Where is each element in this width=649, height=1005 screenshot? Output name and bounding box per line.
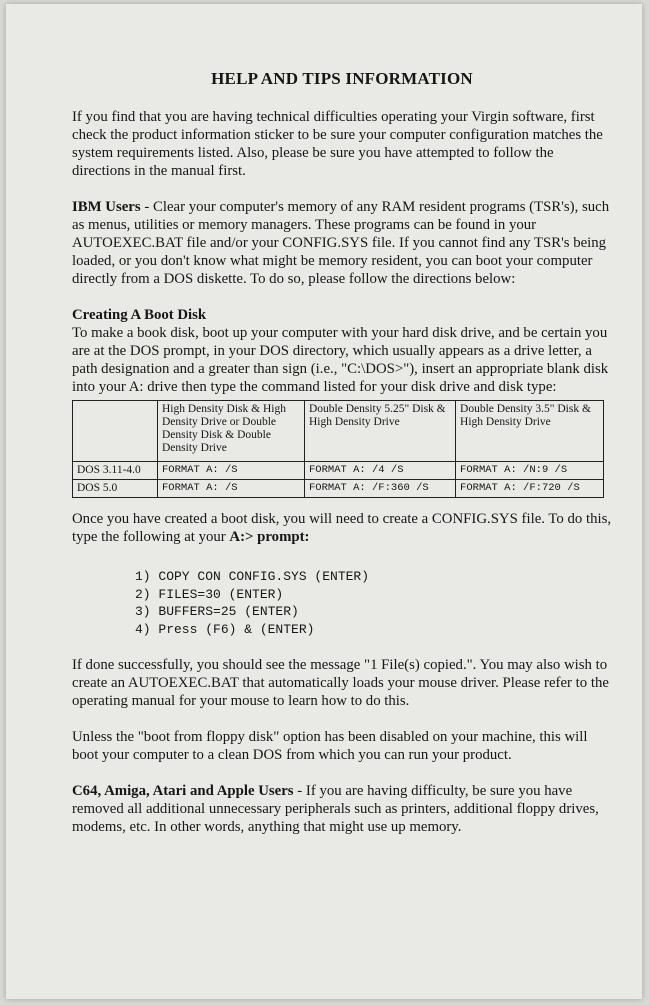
table-header-cell xyxy=(73,401,158,462)
table-row xyxy=(73,480,604,498)
boot-disk-text: To make a book disk, boot up your computer with your hard disk drive, and be certain you are at the DOS prompt, in your DOS directory, which usually appears as a drive letter, a path designation and a greater than sign (i.e., "C:\DOS>"), insert an appropriate blank disk into your A: drive then type the command listed for your disk drive and disk type: xyxy=(72,325,609,395)
table-cell-dos-version: DOS 5.0 xyxy=(73,480,158,498)
config-sys-text: Once you have created a boot disk, you will need to create a CONFIG.SYS file. To do this, type the following at your xyxy=(72,511,612,545)
page-content xyxy=(72,70,612,854)
ibm-users-text: - Clear your computer's memory of any RAM resident programs (TSR's), such as menus, utilities or memory managers. These programs can be found in your AUTOEXEC.BAT file and/or your CONFIG.SYS file. If you cannot find any TSR's being loaded, or you don't know what might be memory resident, you can boot your computer directly from a DOS diskette. To do so, please follow the directions below: xyxy=(72,199,610,287)
success-paragraph: If done successfully, you should see the message "1 File(s) copied.". You may also wish to create an AUTOEXEC.BAT that automatically loads your mouse driver. Please refer to the operating manual for your mouse to learn how to do this. xyxy=(72,657,609,709)
boot-disk-heading: Creating A Boot Disk xyxy=(72,307,207,323)
document-page xyxy=(6,4,642,999)
page-title: HELP AND TIPS INFORMATION xyxy=(211,69,473,88)
floppy-paragraph: Unless the "boot from floppy disk" option has been disabled on your machine, this will boot your computer to a clean DOS from which you can run your product. xyxy=(72,729,588,763)
table-cell: FORMAT A: /N:9 /S xyxy=(456,462,604,480)
config-sys-paragraph xyxy=(72,510,612,546)
intro-paragraph: If you find that you are having technical difficulties operating your Virgin software, first check the product information sticker to be sure your computer configuration matches the system requirements listed. Also, please be sure you have attempted to follow the directions in the manual first. xyxy=(72,109,603,179)
command-list xyxy=(135,568,612,638)
table-cell: FORMAT A: /F:360 /S xyxy=(305,480,456,498)
table-header-cell: High Density Disk & High Density Drive or Double Density Disk & Double Density Drive xyxy=(158,401,305,462)
command-item: 2) FILES=30 (ENTER) xyxy=(135,586,284,602)
command-item: 1) COPY CON CONFIG.SYS (ENTER) xyxy=(135,569,370,584)
command-item: 3) BUFFERS=25 (ENTER) xyxy=(135,604,299,619)
ibm-users-paragraph xyxy=(72,198,612,288)
table-row xyxy=(73,462,604,480)
table-header-cell: Double Density 5.25" Disk & High Density Drive xyxy=(305,401,456,462)
format-command-table xyxy=(72,400,604,498)
table-cell: FORMAT A: /F:720 /S xyxy=(456,480,604,498)
table-header-row xyxy=(73,401,604,462)
other-users-text: - If you are having difficulty, be sure you have removed all additional unnecessary peripherals such as printers, additional floppy drives, modems, etc. In other words, anything that might use up memory. xyxy=(72,783,599,835)
table-cell: FORMAT A: /S xyxy=(158,462,305,480)
other-users-heading: C64, Amiga, Atari and Apple Users xyxy=(72,783,294,799)
table-cell: FORMAT A: /S xyxy=(158,480,305,498)
command-item: 4) Press (F6) & (ENTER) xyxy=(135,621,315,637)
ibm-users-heading: IBM Users xyxy=(72,199,141,215)
table-cell: FORMAT A: /4 /S xyxy=(305,462,456,480)
boot-disk-section xyxy=(72,306,612,396)
table-header-cell: Double Density 3.5" Disk & High Density Drive xyxy=(456,401,604,462)
table-cell-dos-version: DOS 3.11-4.0 xyxy=(73,462,158,480)
config-sys-prompt: A:> prompt: xyxy=(229,529,310,545)
other-users-paragraph xyxy=(72,782,612,836)
